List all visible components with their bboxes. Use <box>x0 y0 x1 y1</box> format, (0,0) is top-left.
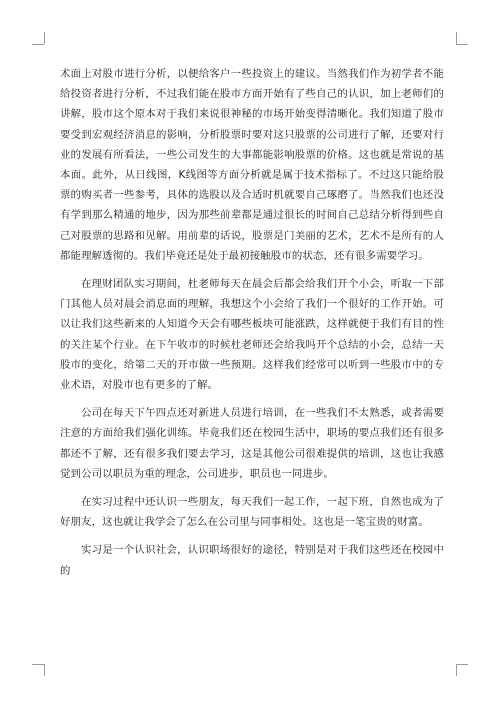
paragraph: 在理财团队实习期间，杜老师每天在晨会后都会给我们开个小会，听取一下部门其他人员对晨会消息面的理解，我想这个小会给了我们一个很好的工作开始。可以让我们这些新来的人知道今天会有哪些板块可能涨跌，这样就便于我们有目的性的关注某个行业。在下午收市的时候杜老师还会给我吗开个总结的小会，总结一天股市的变化，给第二天的开市做一些预期。这样我们经常可以听到一些股市中的专业术语，对股市也有更多的了解。 <box>60 278 444 392</box>
paragraph: 实习是一个认识社会，认识职场很好的途径，特别是对于我们这些还在校园中的 <box>60 544 444 577</box>
paragraph: 公司在每天下午四点还对新进人员进行培训，在一些我们不太熟悉，或者需要注意的方面给我们强化训练。毕竟我们还在校园生活中，职场的要点我们还有很多都还不了解，还有很多我们要去学习，这是其他公司很难提供的培训，这也让我感觉到公司以职员为重的理念，公司进步，职员也一同进步。 <box>60 407 444 480</box>
paragraph: 在实习过程中还认识一些朋友，每天我们一起工作，一起下班，自然也成为了好朋友，这也就让我学会了怎么在公司里与同事相处。这也是一笔宝贵的财富。 <box>60 496 444 529</box>
document-body <box>60 64 444 589</box>
paragraph: 术面上对股市进行分析，以便给客户一些投资上的建议。当然我们作为初学者不能给投资者进行分析，不过我们能在股市方面开始有了些自己的认识，加上老师们的讲解，股市这个原本对于我们来说很神秘的市场开始变得清晰化。我们知道了股市要受到宏观经济消息的影响，分析股票时要对这只股票的公司进行了解，还要对行业的发展有所看法，一些公司发生的大事都能影响股票的价格。这也就是常说的基本面。此外，从日线图，K线图等方面分析就是属于技术指标了。不过这只能给股票的购买者一些参考，具体的选股以及合适时机就要自己琢磨了。当然我们也还没有学到那么精通的地步，因为那些前辈都是通过很长的时间自己总结分析得到些自己对股票的思路和见解。用前辈的话说，股票是门美丽的艺术，艺术不是所有的人都能理解透彻的。我们毕竟还是处于最初接触股市的状态，还有很多需要学习。 <box>60 68 444 262</box>
